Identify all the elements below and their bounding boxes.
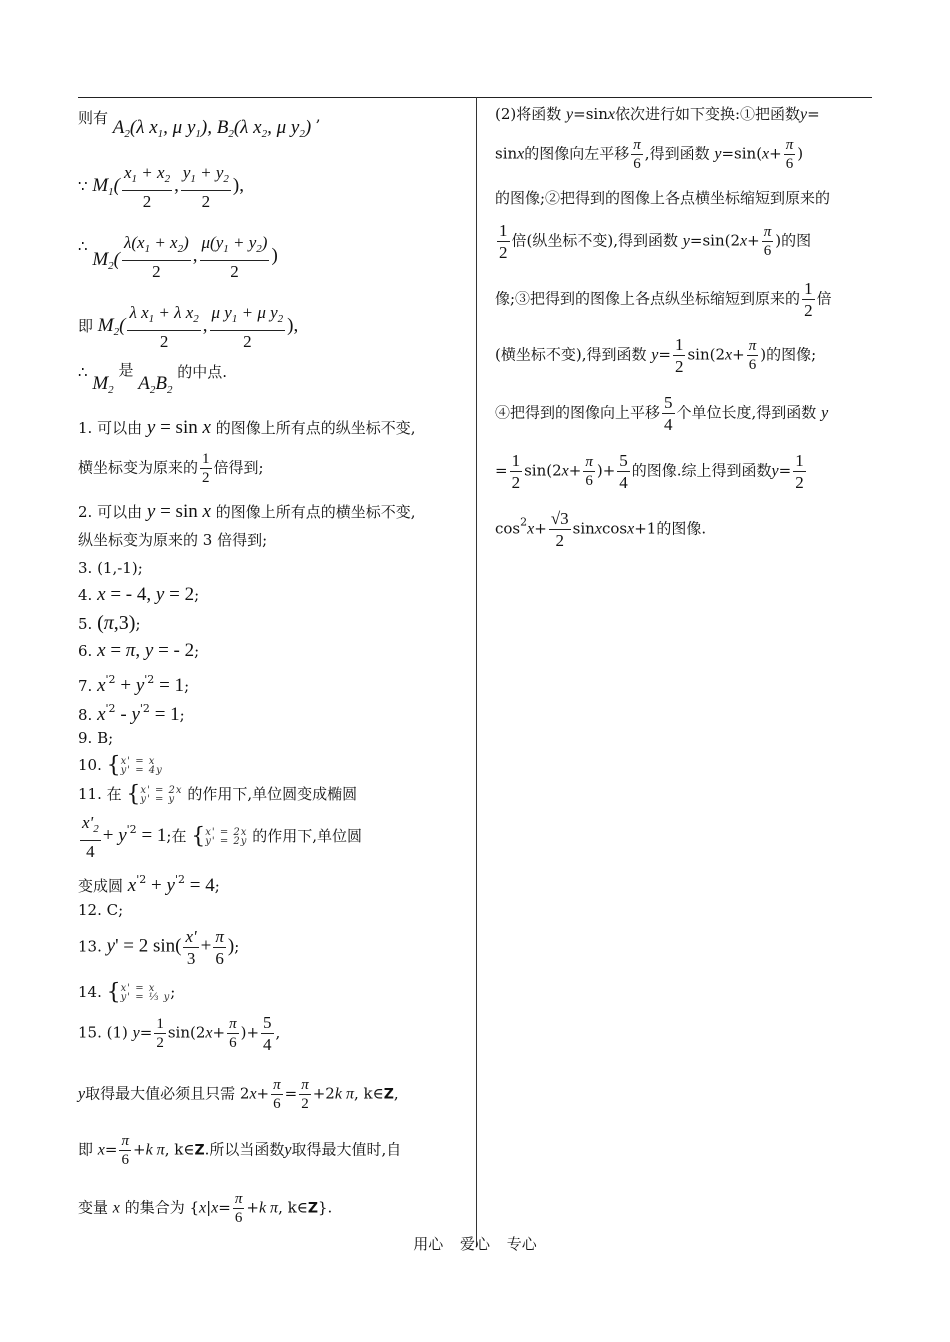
item-15-x: 即 x= $\frac{\pi}{6}$ +k π, k∈Z.所以当函数y取得最大值时,自 [78,1133,402,1168]
item-8: 8. $x^{'2} - y^{'2} = 1$; [78,702,185,725]
right-line-6: (横坐标不变),得到函数 y= $\frac{1}{2}$ sin(2x+ $\frac{\pi}{6}$ )的图像; [495,335,817,376]
item-14: 14. {x' = x y' = ⅓ y; [78,980,176,1005]
item-12: 12. C; [78,901,124,919]
right-line-2: sinx的图像向左平移 $\frac{\pi}{6}$ ,得到函数 y=sin(x+ $\frac{\pi}{6}$ ) [495,137,804,172]
item-11-end: 变成圆 $x^{'2} + y^{'2} = 4$; [78,873,220,896]
item-2: 2. 可以由 y = sin x 的图像上所有点的横坐标不变, [78,501,416,522]
line-namely-m2: 即 $M_2$( $\frac{\lambda x_1 + \lambda x_2}{2}$ , $\frac{\mu y_1 + \mu y_2}{2}$ ), [78,303,299,351]
right-line-3: 的图像;②把得到的图像上各点横坐标缩短到原来的 [495,189,831,207]
item-7: 7. $x^{'2} + y^{'2} = 1$; [78,673,190,696]
top-rule [78,97,872,98]
item-9: 9. B; [78,729,114,747]
item-15: 15. (1) y= $\frac{1}{2}$ sin(2x+ $\frac{\pi}{6}$ )+ $\frac{5}{4}$ , [78,1013,281,1054]
item-15-set: 变量 x 的集合为 {x|x= $\frac{\pi}{6}$ +k π, k∈Z}. [78,1191,333,1226]
line-midpoint: ∴ $M_2$ 是 $A_2B_2$ 的中点. [78,361,228,396]
item-11-cont: $\frac{x'_2}{4}$ + $y^{'2} = 1$;在 {x' = 2x y' = 2y 的作用下,单位圆 [82,813,362,861]
column-divider [476,97,477,1247]
right-line-1: (2)将函数 y=sinx依次进行如下变换:①把函数y= [495,105,820,123]
footer: 用心 爱心 专心 [413,1235,537,1253]
item-11: 11. 在 {x' = 2x y' = y 的作用下,单位圆变成椭圆 [78,782,358,807]
right-line-4: $\frac{1}{2}$ 倍(纵坐标不变),得到函数 y=sin(2x+ $\frac{\pi}{6}$ )的图 [499,221,812,262]
item-6: 6. x = π, y = - 2; [78,640,200,661]
right-line-5: 像;③把得到的图像上各点纵坐标缩短到原来的 $\frac{1}{2}$ 倍 [495,279,832,320]
right-line-7: ④把得到的图像向上平移 $\frac{5}{4}$ 个单位长度,得到函数 y [495,393,829,434]
item-10: 10. {x' = x y' = 4y [78,753,163,778]
item-3: 3. (1,-1); [78,559,143,577]
item-2-cont: 纵坐标变为原来的 3 倍得到; [78,531,268,549]
right-line-9: $\cos^2x+$ $\frac{√3}{2}$ sinxcosx+1的图像. [495,509,707,550]
item-1-cont: 横坐标变为原来的 $\frac{1}{2}$ 倍得到; [78,451,264,486]
item-1: 1. 可以由 y = sin x 的图像上所有点的纵坐标不变, [78,417,416,438]
item-15-max: y取得最大值必须且只需 2x+ $\frac{\pi}{6}$ = $\frac{\pi}{2}$ +2k π, k∈Z, [78,1077,399,1112]
item-4: 4. x = - 4, y = 2; [78,584,200,605]
item-13: 13. y' = 2 sin( $\frac{x'}{3}$ + $\frac{\pi}{6}$ ); [78,927,240,968]
line-then-have: 则有 $A_2(\lambda$ $x_1$, μ $y_1$), $B_2(\lambda$ $x_2$, μ $y_2$) , [78,107,321,140]
line-therefore-m2: ∴ $M_2$( $\frac{\lambda(x_1 + x_2)}{2}$ , $\frac{\mu(y_1 + y_2)}{2}$ ) [78,233,278,281]
right-line-8: = $\frac{1}{2}$ sin(2x+ $\frac{\pi}{6}$ )+ $\frac{5}{4}$ 的图像.综上得到函数y= $\frac{1}{2}$ [495,451,804,492]
item-5: 5. (π,3); [78,612,141,634]
line-because-m1: ∵ $M_1$( $\frac{x_1 + x_2}{2}$ , $\frac{y_1 + y_2}{2}$ ), [78,163,244,211]
